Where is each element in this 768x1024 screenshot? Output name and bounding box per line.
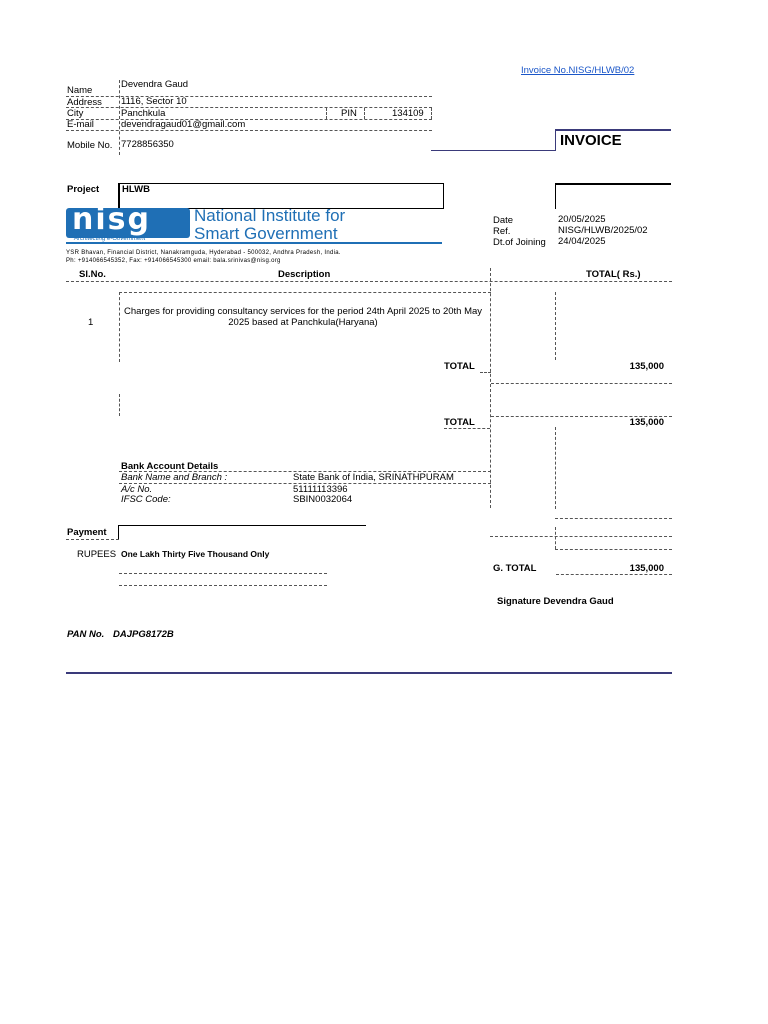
total-value: 135,000 (629, 361, 664, 372)
row-description-line2: 2025 based at Panchkula(Haryana) (228, 317, 378, 328)
customer-email: devendragaud01@gmail.com (121, 119, 246, 130)
account-label: A/c No. (121, 484, 153, 495)
customer-mobile: 7728856350 (121, 139, 174, 150)
mobile-label: Mobile No. (67, 140, 113, 151)
customer-address: 1116, Sector 10 (121, 96, 187, 107)
project-label: Project (67, 184, 100, 195)
ifsc-code: SBIN0032064 (293, 494, 353, 505)
city-label: City (67, 108, 84, 119)
logo-line2: Smart Government (194, 224, 338, 243)
joining-value: 24/04/2025 (558, 236, 606, 247)
row-number: 1 (88, 317, 94, 328)
bottom-rule (66, 672, 672, 674)
pin-label: PIN (341, 108, 357, 119)
total-label: TOTAL (444, 361, 475, 372)
logo-line1: National Institute for (194, 206, 346, 225)
date-value: 20/05/2025 (558, 214, 606, 225)
pan-label: PAN No. (67, 629, 105, 640)
name-label: Name (67, 85, 93, 96)
ref-value: NISG/HLWB/2025/02 (558, 225, 648, 236)
pan-number: DAJPG8172B (113, 629, 174, 640)
invoice-number-link[interactable]: Invoice No.NISG/HLWB/02 (521, 65, 635, 76)
customer-pin: 134109 (392, 108, 424, 119)
ifsc-label: IFSC Code: (121, 494, 171, 505)
project-value: HLWB (122, 184, 150, 195)
col-slno: Sl.No. (79, 269, 106, 280)
address-label: Address (67, 97, 102, 108)
logo-tagline: Architecting e-Government (74, 236, 146, 242)
account-number: 51111113396 (293, 484, 348, 495)
ref-label: Ref. (493, 226, 511, 237)
payment-label: Payment (67, 527, 107, 538)
email-label: E-mail (67, 119, 94, 130)
customer-city: Panchkula (121, 108, 166, 119)
col-description: Description (278, 269, 331, 280)
signature: Signature Devendra Gaud (497, 596, 614, 607)
col-total: TOTAL( Rs.) (586, 269, 641, 280)
nisg-logo (66, 202, 442, 248)
joining-label: Dt.of Joining (493, 237, 546, 248)
invoice-title: INVOICE (560, 132, 622, 149)
org-address: YSR Bhavan, Financial District, Nanakramguda, Hyderabad - 500032, Andhra Pradesh, India. (66, 250, 341, 256)
total2-label: TOTAL (444, 417, 475, 428)
logo-mark: nisg (72, 202, 151, 237)
bank-name-label: Bank Name and Branch : (121, 472, 228, 483)
bank-name: State Bank of India, SRINATHPURAM (293, 472, 454, 483)
rupees-label: RUPEES (77, 549, 117, 560)
row-description-line1: Charges for providing consultancy services for the period 24th April 2025 to 20th May (123, 306, 483, 317)
org-contact: Ph: +914066545352, Fax: +914066545300 email: bala.srinivas@nisg.org (66, 258, 281, 264)
bank-heading: Bank Account Details (121, 461, 219, 472)
rupees-words: One Lakh Thirty Five Thousand Only (121, 549, 270, 559)
grand-total-label: G. TOTAL (493, 563, 537, 574)
total2-value: 135,000 (629, 417, 664, 428)
grand-total-value: 135,000 (629, 563, 664, 574)
date-label: Date (493, 215, 514, 226)
customer-name: Devendra Gaud (121, 79, 189, 90)
